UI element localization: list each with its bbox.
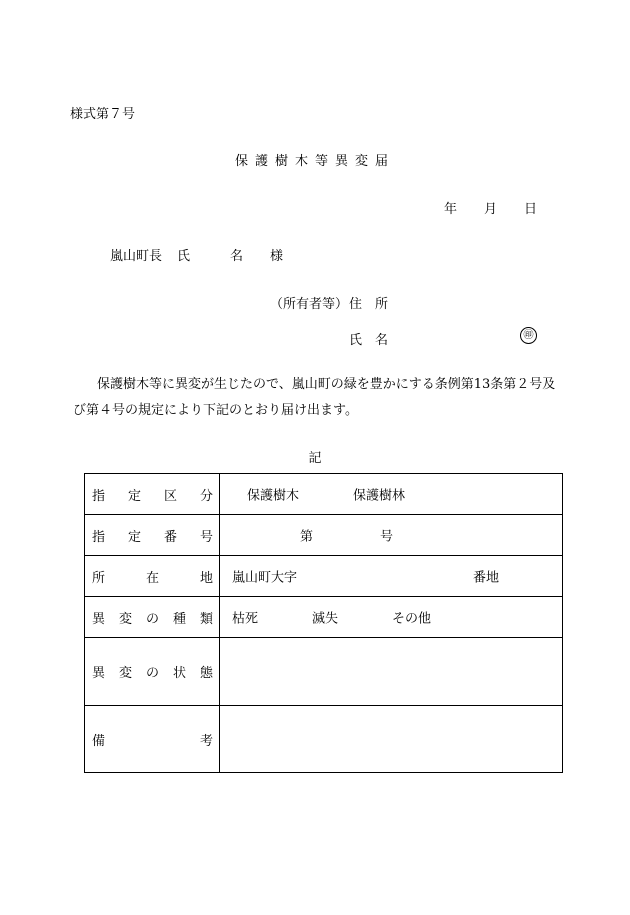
label-char: 指: [92, 488, 106, 504]
option-protected-forest: 保護樹林: [353, 488, 406, 504]
table-row-change-type: [85, 597, 563, 638]
value-designation-type[interactable]: [220, 474, 563, 515]
label-change-state: [85, 638, 220, 706]
owner-role: （所有者等）: [270, 297, 349, 312]
label-char: 考: [199, 733, 213, 749]
date-year-label: 年: [444, 202, 458, 217]
owner-name-label-2: 名: [375, 333, 389, 348]
form-number: 様式第７号: [70, 107, 136, 122]
label-char: 号: [199, 529, 213, 545]
table-row-change-state: [85, 638, 563, 706]
declaration-text: 保護樹木等に異変が生じたので、嵐山町の緑を豊かにする条例第13条第２号及び第４号の規定により下記のとおり届け出ます。: [73, 377, 556, 418]
label-char: 類: [199, 611, 213, 627]
label-char: 定: [127, 529, 141, 545]
label-char: 異: [92, 666, 106, 681]
option-protected-tree: 保護樹木: [247, 488, 300, 504]
ki-heading: 記: [308, 451, 322, 466]
label-designation-type: [85, 474, 220, 515]
option-withered: 枯死: [232, 611, 259, 627]
table-row-designation-type: [85, 474, 563, 515]
label-char: 地: [199, 570, 213, 586]
notification-table: [84, 473, 563, 773]
option-lost: 滅失: [312, 611, 339, 627]
table-row-designation-number: [85, 515, 563, 556]
owner-name-label-1: 氏: [349, 333, 363, 348]
addressee-sama: 様: [270, 249, 284, 264]
label-designation-number: [85, 515, 220, 556]
label-char: 在: [145, 570, 159, 586]
label-char: 変: [118, 611, 132, 627]
label-change-type: [85, 597, 220, 638]
label-char: 指: [92, 529, 106, 545]
date-month-label: 月: [484, 202, 498, 217]
label-char: 状: [172, 666, 186, 681]
label-char: 態: [199, 666, 213, 681]
value-change-type[interactable]: [220, 597, 563, 638]
option-other: その他: [392, 611, 432, 627]
label-char: 種: [172, 611, 186, 627]
table-row-remarks: [85, 706, 563, 773]
value-change-state[interactable]: [220, 638, 563, 706]
number-prefix: 第: [300, 529, 314, 545]
label-char: 所: [92, 570, 106, 586]
date-day-label: 日: [524, 202, 538, 217]
addressee-title: 嵐山町長: [110, 249, 163, 264]
owner-address-label-2: 所: [375, 297, 389, 312]
document-title: 保護樹木等異変届: [234, 154, 395, 169]
label-remarks: [85, 706, 220, 773]
location-prefix: 嵐山町大字: [232, 570, 298, 586]
label-char: 定: [127, 488, 141, 504]
label-char: 異: [92, 611, 106, 627]
label-char: 変: [118, 666, 132, 681]
table-row-location: [85, 556, 563, 597]
label-location: [85, 556, 220, 597]
value-location[interactable]: [220, 556, 563, 597]
number-suffix: 号: [380, 529, 394, 545]
value-designation-number[interactable]: [220, 515, 563, 556]
label-char: の: [145, 666, 159, 681]
label-char: 分: [199, 488, 213, 504]
label-char: 区: [163, 488, 177, 504]
seal-mark: ㊞: [520, 327, 537, 344]
label-char: の: [145, 611, 159, 627]
label-char: 備: [92, 733, 106, 749]
value-remarks[interactable]: [220, 706, 563, 773]
addressee-shi: 氏: [177, 249, 191, 264]
addressee-mei: 名: [230, 249, 244, 264]
location-suffix: 番地: [473, 570, 500, 586]
owner-address-label-1: 住: [349, 297, 363, 312]
label-char: 番: [163, 529, 177, 545]
